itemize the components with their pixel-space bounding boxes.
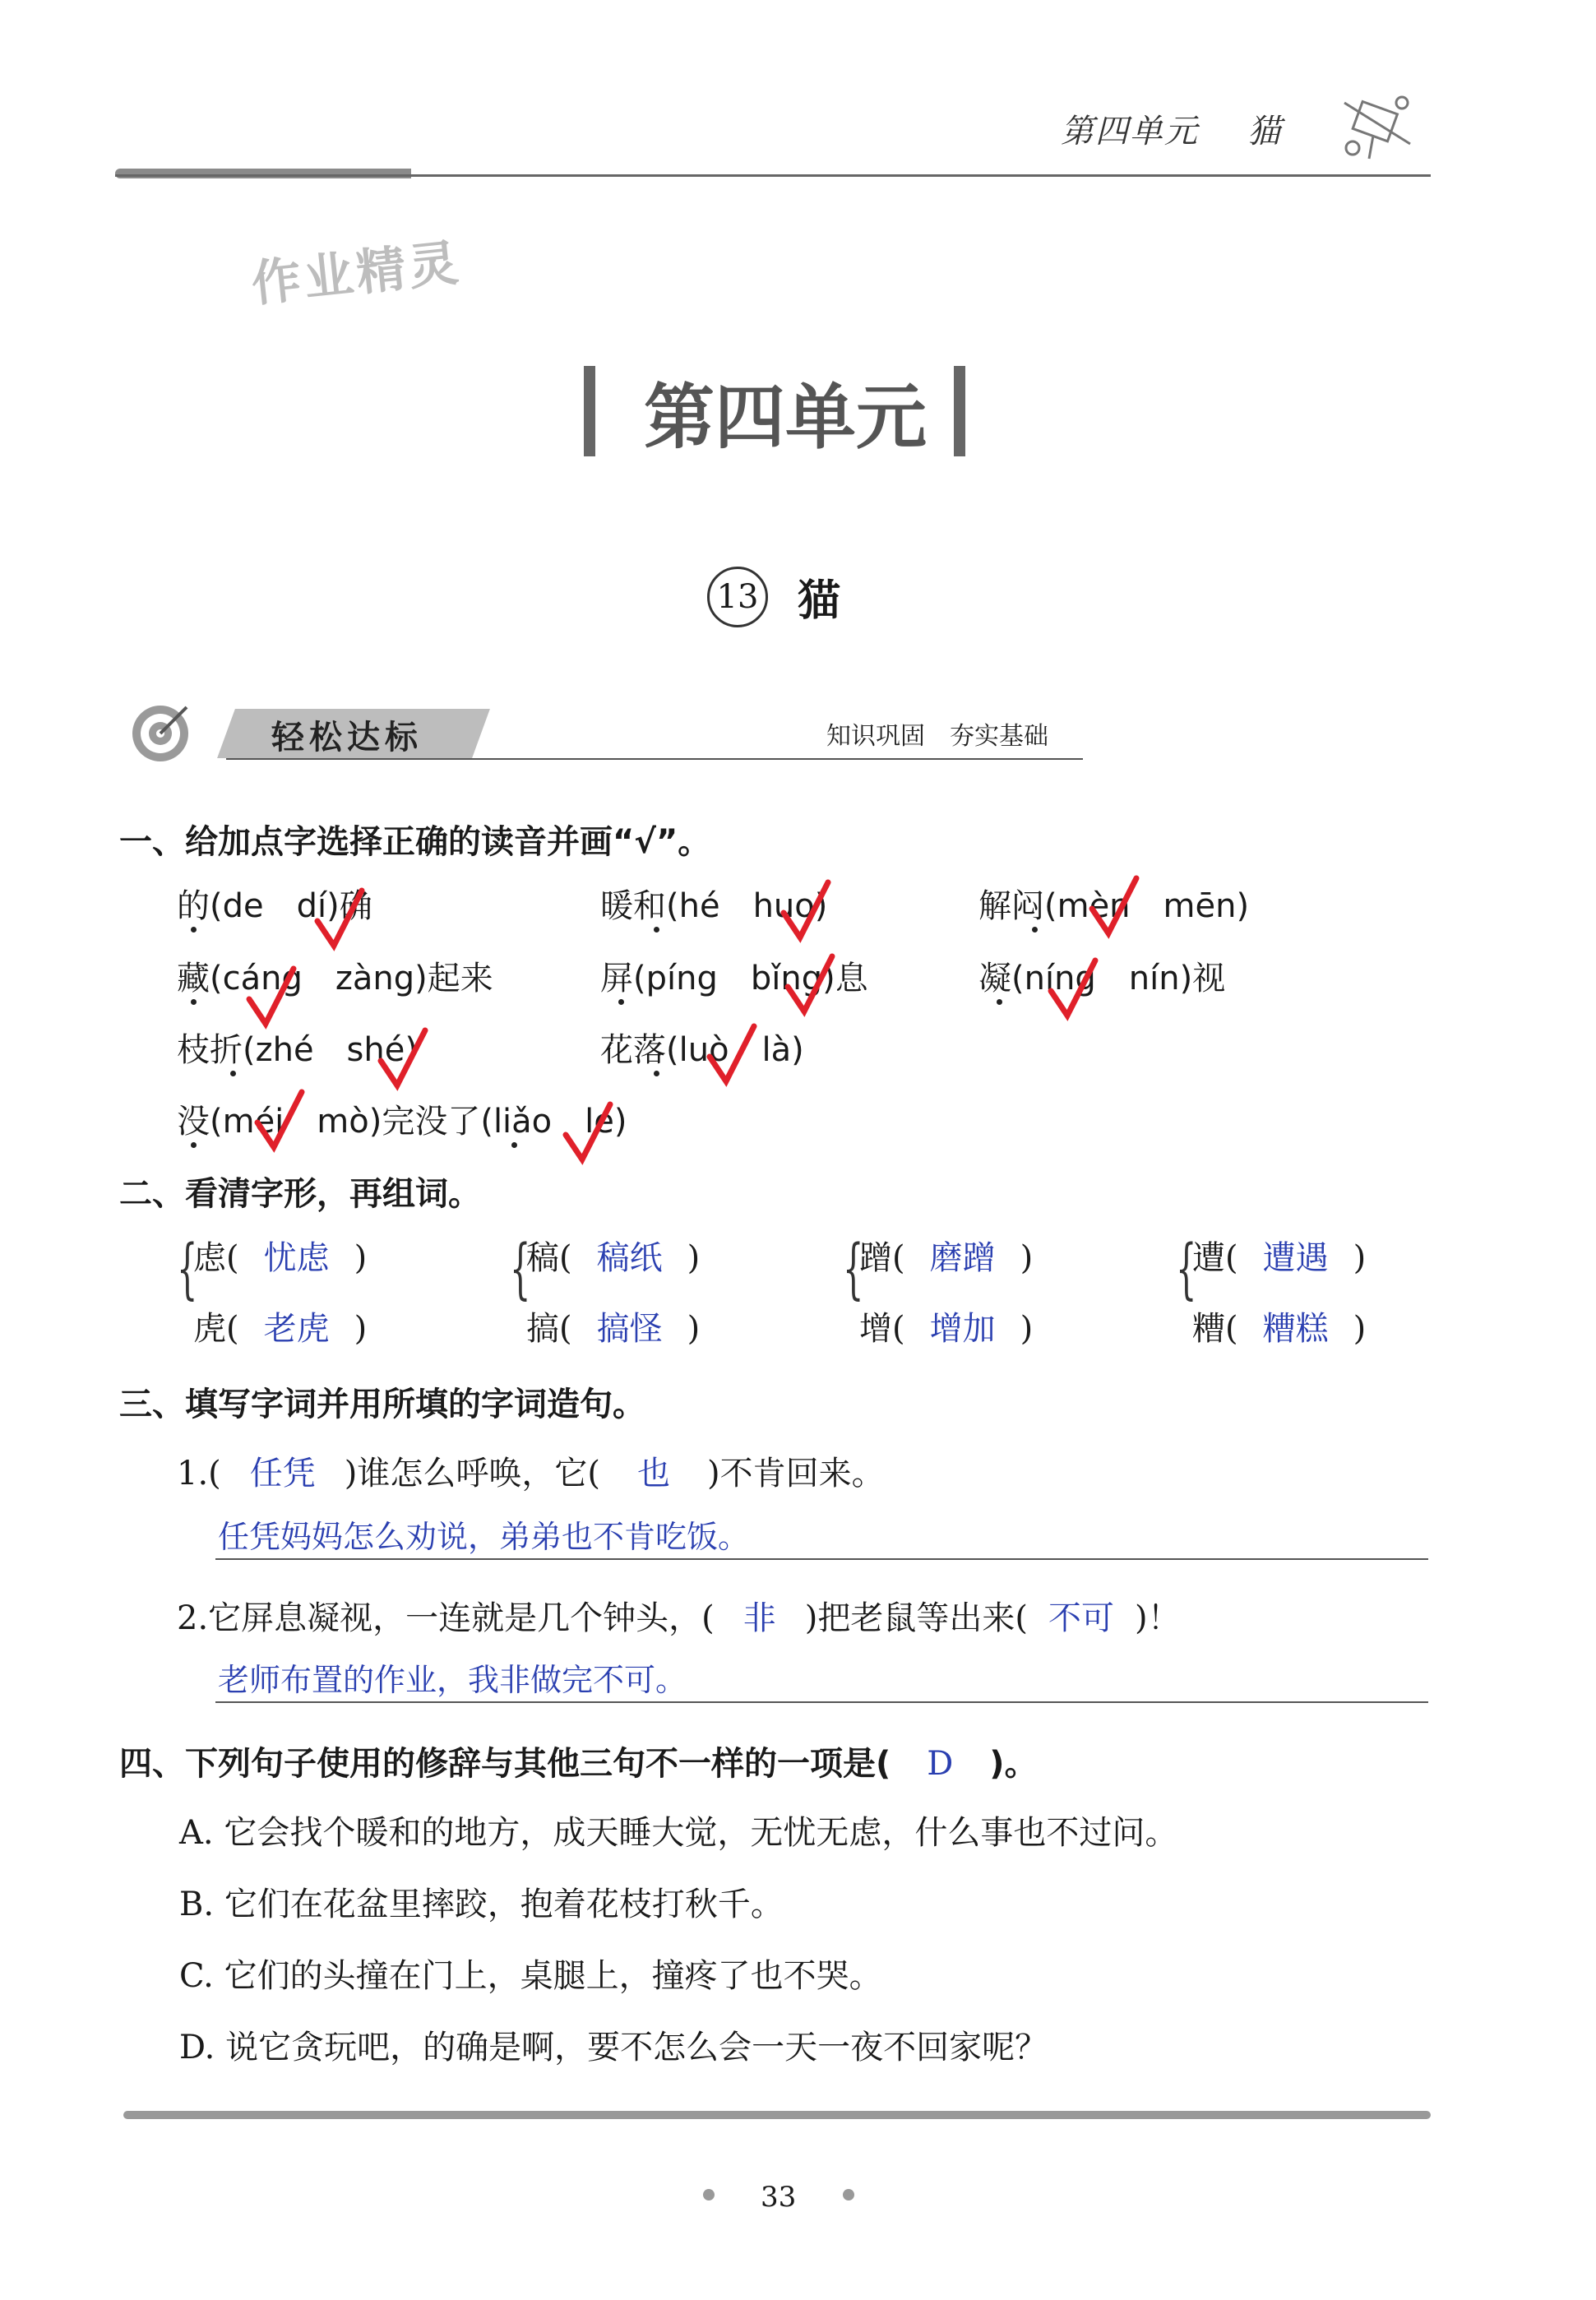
section-banner-subtitle: 知识巩固 夯实基础 [826,722,1048,751]
emphasis-dot [230,1071,236,1076]
footer-dot [703,2189,715,2201]
q4-title-text: 四、下列句子使用的修辞与其他三句不一样的一项是( [119,1745,891,1783]
lesson-title: 猫 [798,576,841,626]
q1-title: 一、给加点字选择正确的读音并画“√”。 [119,823,711,861]
answer: 稿纸 [596,1239,663,1277]
q4-title-text: )。 [989,1745,1038,1783]
emphasis-dot [654,1071,659,1076]
q1-item: 屏(píng bǐng)息 [600,960,868,997]
section-banner-rule [226,758,1083,760]
answer: 老虎 [263,1310,330,1348]
word-pair-bottom: 搞( 搞怪 ) [526,1303,700,1349]
option-c: C. 它们的头撞在门上，桌腿上，撞疼了也不哭。 [179,1957,882,1995]
answer: 也 [637,1455,670,1492]
check-mark-icon [703,1020,761,1090]
q3-sentence-1: 1.( 任凭 )谁怎么呼唤，它( 也 )不肯回来。 [177,1447,885,1494]
check-mark-icon [777,876,835,946]
answer: 增加 [929,1310,996,1348]
emphasis-dot [511,1142,517,1148]
char: 遭 [1192,1239,1225,1277]
word-group [510,1232,756,1355]
char: 稿 [526,1239,559,1277]
word-pair-top: 蹭( 磨蹭 ) [859,1232,1033,1279]
check-mark-icon [559,1098,617,1168]
footer-dot [843,2189,854,2201]
section-banner-title: 轻松达标 [271,719,423,757]
answer: 不可 [1048,1599,1114,1637]
option-d: D. 说它贪玩吧，的确是啊，要不怎么会一天一夜不回家呢？ [179,2029,1048,2066]
footer-rule [123,2111,1431,2119]
q1-item: 解闷(mèn mēn) [978,887,1250,925]
answer: 糟糕 [1262,1310,1329,1348]
unit-title: 第四单元 [644,376,927,459]
q3-answer-sentence-1: 任凭妈妈怎么劝说，弟弟也不肯吃饭。 [218,1519,750,1555]
brace: { [843,1230,864,1307]
header-unit: 第四单元 [1061,113,1199,150]
answer: 忧虑 [263,1239,330,1277]
header-accent-bar [115,169,411,178]
word-pair-bottom: 糟( 糟糕 ) [1192,1303,1366,1349]
check-mark-icon [251,1085,308,1155]
check-mark-icon [374,1024,432,1094]
q1-item: 的(de dí)确 [177,887,372,925]
char: 虑 [193,1239,226,1277]
word-group [1176,1232,1423,1355]
q1-item: 暖和(hé huo) [600,887,828,925]
page-number: 33 [761,2181,797,2214]
sentence-text: 它屏息凝视，一连就是几个钟头，( [208,1599,715,1637]
emphasis-dot [618,999,624,1005]
q3-answer-sentence-2: 老师布置的作业，我非做完不可。 [218,1662,687,1698]
char: 搞 [526,1310,559,1348]
lesson-number: 13 [707,567,768,627]
answer: 遭遇 [1262,1239,1329,1277]
brace: { [510,1230,531,1307]
header-rule [115,174,1431,177]
answer: 搞怪 [596,1310,663,1348]
q3-sentence-2 [177,1592,1181,1639]
header-lesson: 猫 [1247,113,1283,150]
satellite-icon [1336,86,1423,164]
emphasis-dot [191,999,197,1005]
q2-title: 二、看清字形，再组词。 [119,1175,481,1213]
check-mark-icon [311,884,368,954]
q4-title [119,1738,1038,1784]
answer-line [215,1558,1428,1560]
running-header [1061,105,1282,152]
item-number: 2. [177,1599,209,1637]
char: 蹭 [859,1239,892,1277]
emphasis-dot [191,1142,197,1148]
option-b: B. 它们在花盆里摔跤，抱着花枝打秋千。 [179,1886,784,1923]
q1-item: 枝折(zhé shé) [177,1031,418,1069]
char: 糟 [1192,1310,1225,1348]
emphasis-dot [997,999,1002,1005]
word-pair-bottom: 虎( 老虎 ) [193,1303,367,1349]
answer: 任凭 [249,1455,316,1492]
q1-item: 花落(luò là) [600,1031,804,1069]
emphasis-dot [191,927,197,932]
word-group [843,1232,1089,1355]
word-group [177,1232,423,1355]
sentence-text: )不肯回来。 [707,1455,885,1492]
word-pair-top: 稿( 稿纸 ) [526,1232,700,1279]
answer: D [927,1745,954,1783]
answer: 磨蹭 [929,1239,996,1277]
answer: 非 [742,1599,776,1637]
q3-title: 三、填写字词并用所填的字词造句。 [119,1386,645,1423]
title-bar-right [954,366,965,456]
check-mark-icon [243,962,300,1032]
lesson-heading [707,566,840,627]
check-mark-icon [1085,872,1143,942]
q1-item: 凝(níng nín)视 [978,960,1226,997]
emphasis-dot [654,927,659,932]
answer-line [215,1701,1428,1703]
word-pair-bottom: 增( 增加 ) [859,1303,1033,1349]
check-mark-icon [781,950,839,1020]
char: 增 [859,1310,892,1348]
sentence-text: )！ [1135,1599,1181,1637]
brace: { [1176,1230,1197,1307]
q1-item: 没(méi mò)完没了(liǎo le) [177,1103,627,1141]
word-pair-top: 遭( 遭遇 ) [1192,1232,1366,1279]
emphasis-dot [1032,927,1038,932]
brace: { [177,1230,198,1307]
target-icon [127,701,193,766]
watermark: 作业精灵 [248,234,465,314]
sentence-text: )谁怎么呼唤，它( [344,1455,600,1492]
check-mark-icon [1044,954,1102,1024]
char: 虎 [193,1310,226,1348]
item-number: 1. [177,1455,209,1492]
sentence-text: )把老鼠等出来( [804,1599,1028,1637]
q1-item: 藏(cáng zàng)起来 [177,960,493,997]
option-a: A. 它会找个暖和的地方，成天睡大觉，无忧无虑，什么事也不过问。 [179,1814,1178,1852]
word-pair-top: 虑( 忧虑 ) [193,1232,367,1279]
